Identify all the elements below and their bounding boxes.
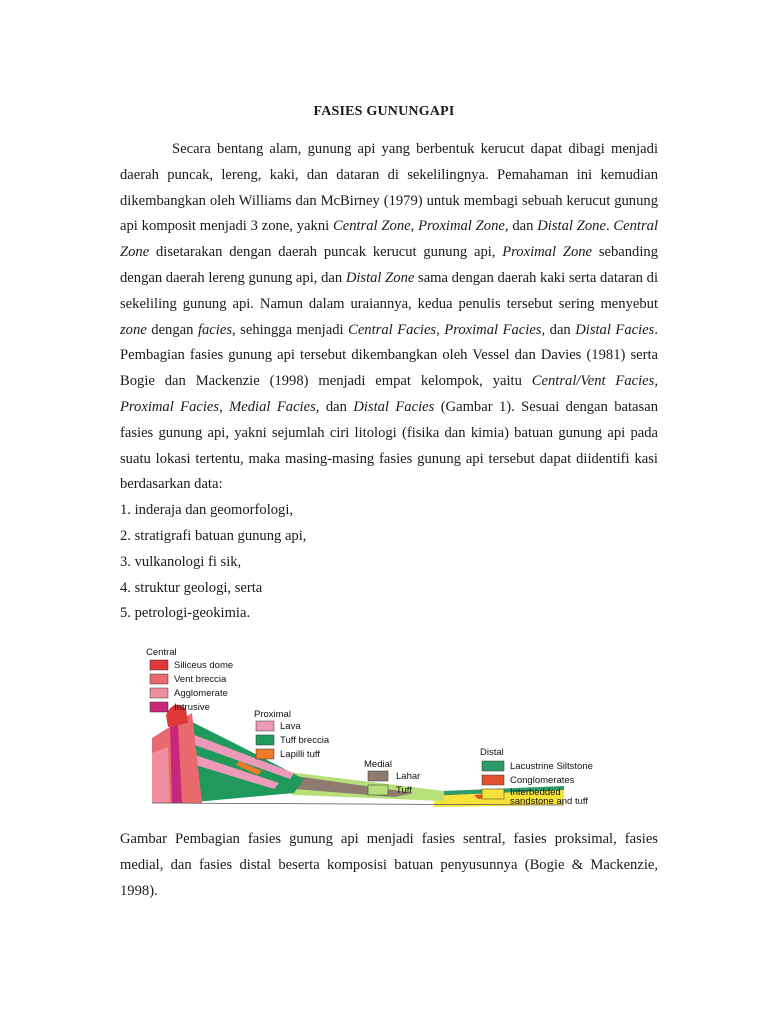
legend-swatch-lapilli-tuff [256,749,274,759]
data-list [120,498,658,627]
legend-label-lahar: Lahar [396,771,421,782]
group-label-proximal: Proximal [254,709,291,720]
legend-label-agglomerate: Agglomerate [174,688,228,699]
legend-swatch-tuff-breccia [256,735,274,745]
facies-figure [144,643,593,813]
legend-label-interbedded-2: sandstone and tuff [510,796,588,807]
list-item: 5. petrologi-geokimia. [120,605,251,622]
legend-label-conglomerates: Conglomerates [510,775,575,786]
legend-swatch-lahar [368,771,388,781]
list-item: 3. vulkanologi fi sik, [120,553,242,570]
list-item: 1. inderaja dan geomorfologi, [120,502,294,519]
legend-swatch-tuff [368,785,388,795]
legend-label-vent-breccia: Vent breccia [174,674,227,685]
legend-swatch-vent-breccia [150,674,168,684]
group-label-central: Central [146,647,177,658]
legend-label-lacustrine: Lacustrine Siltstone [510,761,593,772]
legend-swatch-conglomerates [482,775,504,785]
legend-label-interbedded: Interbedded [510,787,561,798]
central-agglomerate [152,747,170,803]
legend-label-tuff-breccia: Tuff breccia [280,735,330,746]
legend-swatch-lava [256,721,274,731]
legend-label-intrusive: Intrusive [174,702,210,713]
body-text [120,137,658,627]
list-item: 2. stratigrafi batuan gunung api, [120,527,307,544]
intro-paragraph: Secara bentang alam, gunung api yang berbentuk kerucut dapat dibagi menjadi daerah puncak, lereng, kaki, dan dataran di sekelilingnya. Pemahaman ini kemudian dikembangkan oleh Williams dan McBirney (1979) untuk membagi sebuah kerucut gunung api komposit menjadi 3 zone, yakni Central Zone, Proximal Zone, dan Distal Zone. Central Zone disetarakan dengan daerah puncak kerucut gunung api, Proximal Zone sebanding dengan daerah lereng gunung api, dan Distal Zone sama dengan daerah kaki serta dataran di sekeliling gunung api. Namun dalam uraiannya, kedua penulis tersebut sering menyebut zone dengan facies, sehingga menjadi Central Facies, Proximal Facies, dan Distal Facies. Pembagian fasies gunung api tersebut dikembangkan oleh Vessel dan Davies (1981) serta Bogie dan Mackenzie (1998) menjadi empat kelompok, yaitu Central/Vent Facies, Proximal Facies, Medial Facies, dan Distal Facies (Gambar 1). Sesuai dengan batasan fasies gunung api, yakni sejumlah ciri litologi (fisika dan kimia) batuan gunung api pada suatu lokasi tertentu, maka masing-masing fasies gunung api tersebut dapat diidentifi kasi berdasarkan data: [120,141,658,493]
legend-swatch-agglomerate [150,688,168,698]
page-title: FASIES GUNUNGAPI [313,104,455,119]
legend-label-lava: Lava [280,721,301,732]
legend-label-lapilli-tuff: Lapilli tuff [280,749,320,760]
legend-label-siliceous-dome: Siliceus dome [174,660,234,671]
facies-diagram [144,643,593,813]
legend-swatch-siliceous-dome [150,660,168,670]
group-label-medial: Medial [364,759,392,770]
figure-caption: Gambar Pembagian fasies gunung api menjadi fasies sentral, fasies proksimal, fasies medial, dan fasies distal beserta komposisi batuan penyusunnya (Bogie & Mackenzie, 1998). [120,831,658,899]
legend-swatch-intrusive [150,702,168,712]
legend-swatch-lacustrine [482,761,504,771]
legend-swatch-interbedded [482,789,504,799]
list-item: 4. struktur geologi, serta [120,579,263,596]
legend-label-tuff: Tuff [396,785,412,796]
group-label-distal: Distal [480,747,504,758]
